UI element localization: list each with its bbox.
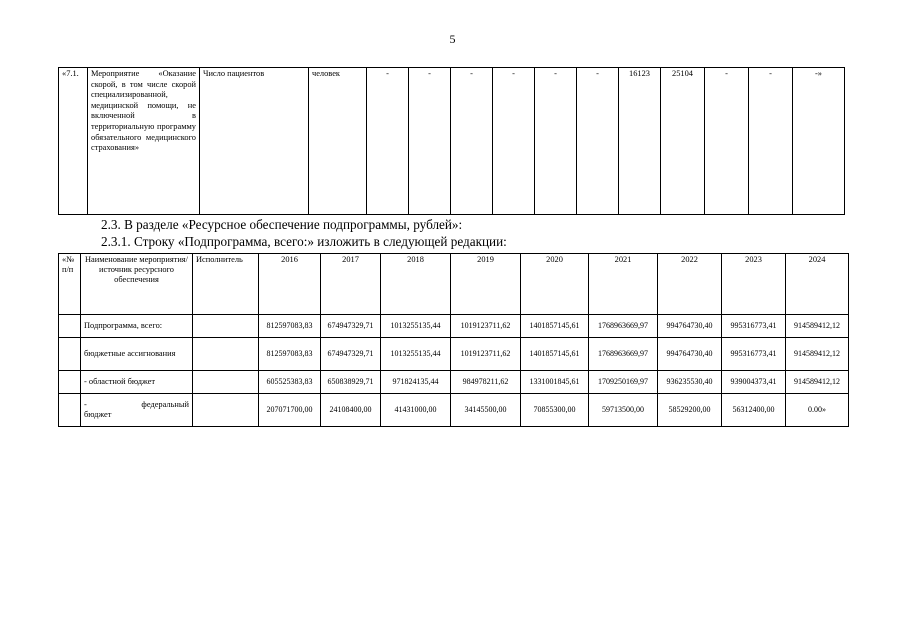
amount-cell: 936235530,40 — [658, 371, 722, 394]
section-heading-resources: 2.3. В разделе «Ресурсное обеспечение подпрограммы, рублей»: — [101, 217, 463, 232]
row-label: бюджетные ассигнования — [81, 338, 193, 371]
amount-cell: 1768963669,97 — [589, 315, 658, 338]
amount-cell: 971824135,44 — [381, 371, 451, 394]
column-header-year: 2024 — [786, 254, 849, 315]
column-header-year: 2018 — [381, 254, 451, 315]
row-label-dash: - — [84, 400, 87, 409]
table-row — [59, 338, 849, 371]
resource-funding-table — [58, 253, 849, 427]
column-header-year: 2023 — [722, 254, 786, 315]
amount-cell: 994764730,40 — [658, 338, 722, 371]
indicator-value: -» — [793, 68, 845, 215]
row-label-word: федеральный — [141, 400, 189, 409]
column-header-year: 2021 — [589, 254, 658, 315]
column-header-year: 2019 — [451, 254, 521, 315]
column-header-name: Наименование мероприятия/источник ресурсного обеспечения — [81, 254, 193, 315]
amount-cell: 1019123711,62 — [451, 315, 521, 338]
amount-cell: 650838929,71 — [321, 371, 381, 394]
amount-cell: 995316773,41 — [722, 315, 786, 338]
table-row — [59, 371, 849, 394]
amount-cell: 812597083,83 — [259, 315, 321, 338]
amount-cell: 1401857145,61 — [521, 315, 589, 338]
amount-cell: 1013255135,44 — [381, 315, 451, 338]
indicator-value: 16123 — [619, 68, 661, 215]
column-header-number: «№ п/п — [59, 254, 81, 315]
amount-cell: 34145500,00 — [451, 394, 521, 427]
section-subheading-total-row: 2.3.1. Строку «Подпрограмма, всего:» изложить в следующей редакции: — [101, 234, 507, 249]
row-label: Подпрограмма, всего: — [81, 315, 193, 338]
table-header-row — [59, 254, 849, 315]
indicator-value: - — [535, 68, 577, 215]
amount-cell: 1019123711,62 — [451, 338, 521, 371]
amount-cell: 1709250169,97 — [589, 371, 658, 394]
column-header-year: 2020 — [521, 254, 589, 315]
amount-cell: 994764730,40 — [658, 315, 722, 338]
activity-indicator-table — [58, 67, 845, 215]
column-header-year: 2016 — [259, 254, 321, 315]
amount-cell: 995316773,41 — [722, 338, 786, 371]
indicator-name: Число пациентов — [200, 68, 309, 215]
column-header-year: 2022 — [658, 254, 722, 315]
indicator-value: - — [705, 68, 749, 215]
amount-cell: 41431000,00 — [381, 394, 451, 427]
amount-cell: 207071700,00 — [259, 394, 321, 427]
column-header-year: 2017 — [321, 254, 381, 315]
amount-cell: 1331001845,61 — [521, 371, 589, 394]
page-number: 5 — [449, 32, 456, 46]
amount-cell: 70855300,00 — [521, 394, 589, 427]
row-label — [81, 394, 193, 427]
indicator-value: - — [577, 68, 619, 215]
amount-cell: 984978211,62 — [451, 371, 521, 394]
amount-cell: 1768963669,97 — [589, 338, 658, 371]
amount-cell: 59713500,00 — [589, 394, 658, 427]
column-header-executor: Исполнитель — [193, 254, 259, 315]
amount-cell: 674947329,71 — [321, 338, 381, 371]
activity-name: Мероприятие «Оказание скорой, в том числе скорой специализированной, медицинской помощи, не включенной в территориальную программу обязательного медицинского страхования» — [88, 68, 200, 215]
amount-cell: 1013255135,44 — [381, 338, 451, 371]
amount-cell: 914589412,12 — [786, 338, 849, 371]
indicator-value: - — [367, 68, 409, 215]
row-label: - областной бюджет — [81, 371, 193, 394]
amount-cell: 56312400,00 — [722, 394, 786, 427]
amount-cell: 0.00» — [786, 394, 849, 427]
indicator-value: - — [749, 68, 793, 215]
row-number: «7.1. — [59, 68, 88, 215]
indicator-value: - — [451, 68, 493, 215]
amount-cell: 605525383,83 — [259, 371, 321, 394]
amount-cell: 24108400,00 — [321, 394, 381, 427]
amount-cell: 939004373,41 — [722, 371, 786, 394]
amount-cell: 812597083,83 — [259, 338, 321, 371]
row-label-rest: бюджет — [84, 410, 112, 419]
amount-cell: 1401857145,61 — [521, 338, 589, 371]
table-row — [59, 394, 849, 427]
table-row — [59, 68, 845, 215]
table-row — [59, 315, 849, 338]
amount-cell: 914589412,12 — [786, 371, 849, 394]
amount-cell: 914589412,12 — [786, 315, 849, 338]
indicator-value: - — [493, 68, 535, 215]
amount-cell: 674947329,71 — [321, 315, 381, 338]
unit: человек — [309, 68, 367, 215]
indicator-value: 25104 — [661, 68, 705, 215]
amount-cell: 58529200,00 — [658, 394, 722, 427]
indicator-value: - — [409, 68, 451, 215]
